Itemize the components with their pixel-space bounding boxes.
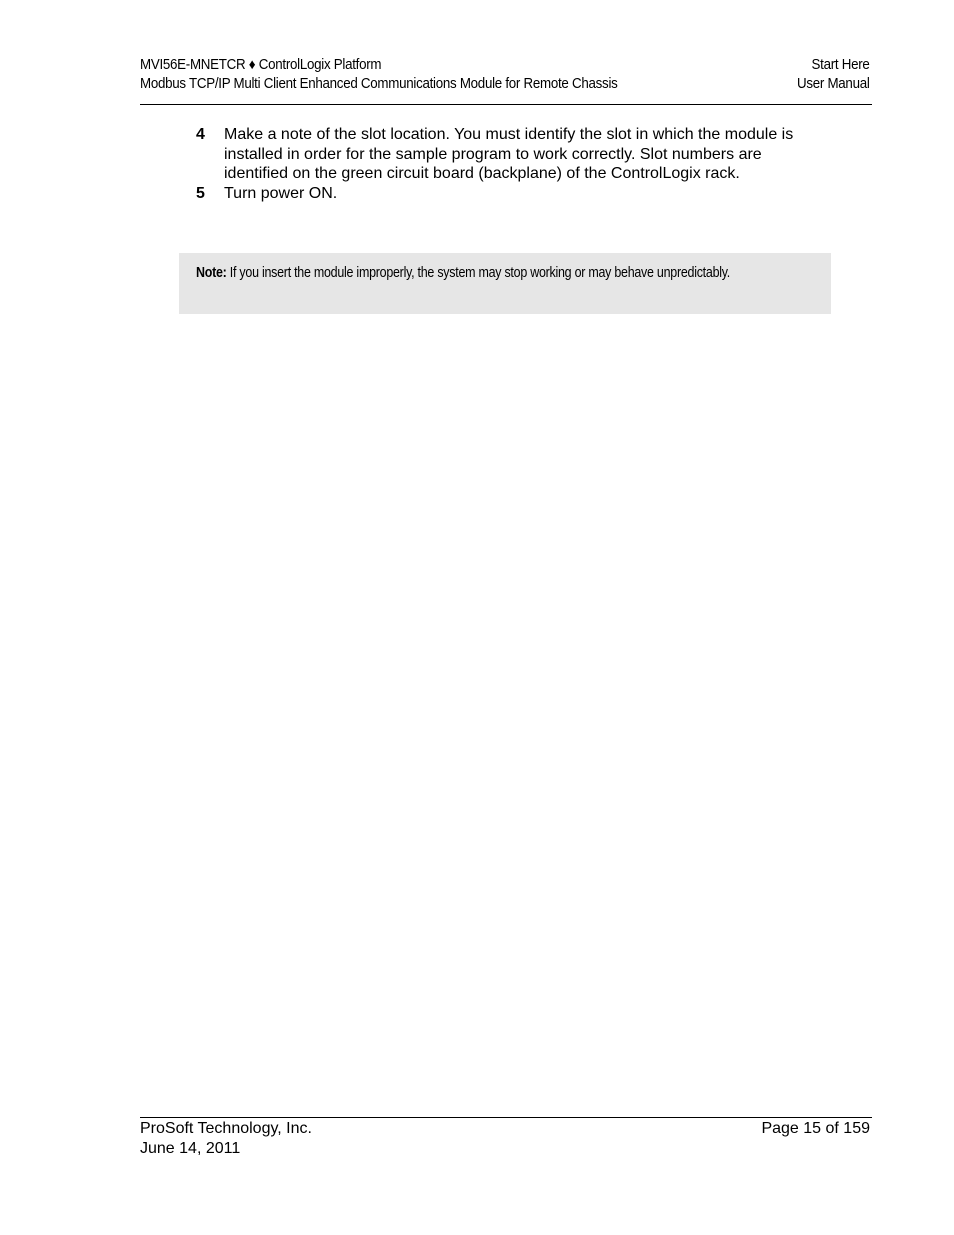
step-item [196, 125, 796, 184]
step-list [196, 125, 796, 203]
footer-date: June 14, 2011 [140, 1139, 241, 1157]
note-box [179, 253, 831, 314]
footer-company: ProSoft Technology, Inc. [140, 1120, 312, 1137]
footer-row-bottom [140, 1139, 870, 1159]
step-text: Turn power ON. [224, 184, 338, 202]
page-header [140, 56, 870, 94]
step-number: 5 [196, 184, 205, 202]
header-divider [140, 104, 872, 105]
footer-page-number: Page 15 of 159 [761, 1120, 870, 1137]
step-number: 4 [196, 126, 205, 143]
header-row-top [140, 56, 870, 75]
note-label: Note: [196, 265, 227, 281]
header-product-name: Modbus TCP/IP Multi Client Enhanced Communications Module for Remote Chassis [140, 76, 618, 92]
header-row-bottom [140, 75, 870, 94]
footer-divider [140, 1117, 872, 1118]
note-content [196, 263, 764, 284]
header-section: Start Here [811, 57, 870, 73]
header-product-line: MVI56E-MNETCR ♦ ControlLogix Platform [140, 57, 382, 73]
step-text: Make a note of the slot location. You must identify the slot in which the module is installed in order for the sample program to work correctly. Slot numbers are identified on the green circuit board (backplane) of the ControlLogix rack. [224, 126, 794, 183]
step-item [196, 184, 796, 204]
note-text: If you insert the module improperly, the system may stop working or may behave unpredictably. [229, 265, 731, 281]
footer-row-top [140, 1119, 870, 1139]
page-footer [140, 1119, 870, 1158]
header-doc-type: User Manual [796, 76, 870, 92]
